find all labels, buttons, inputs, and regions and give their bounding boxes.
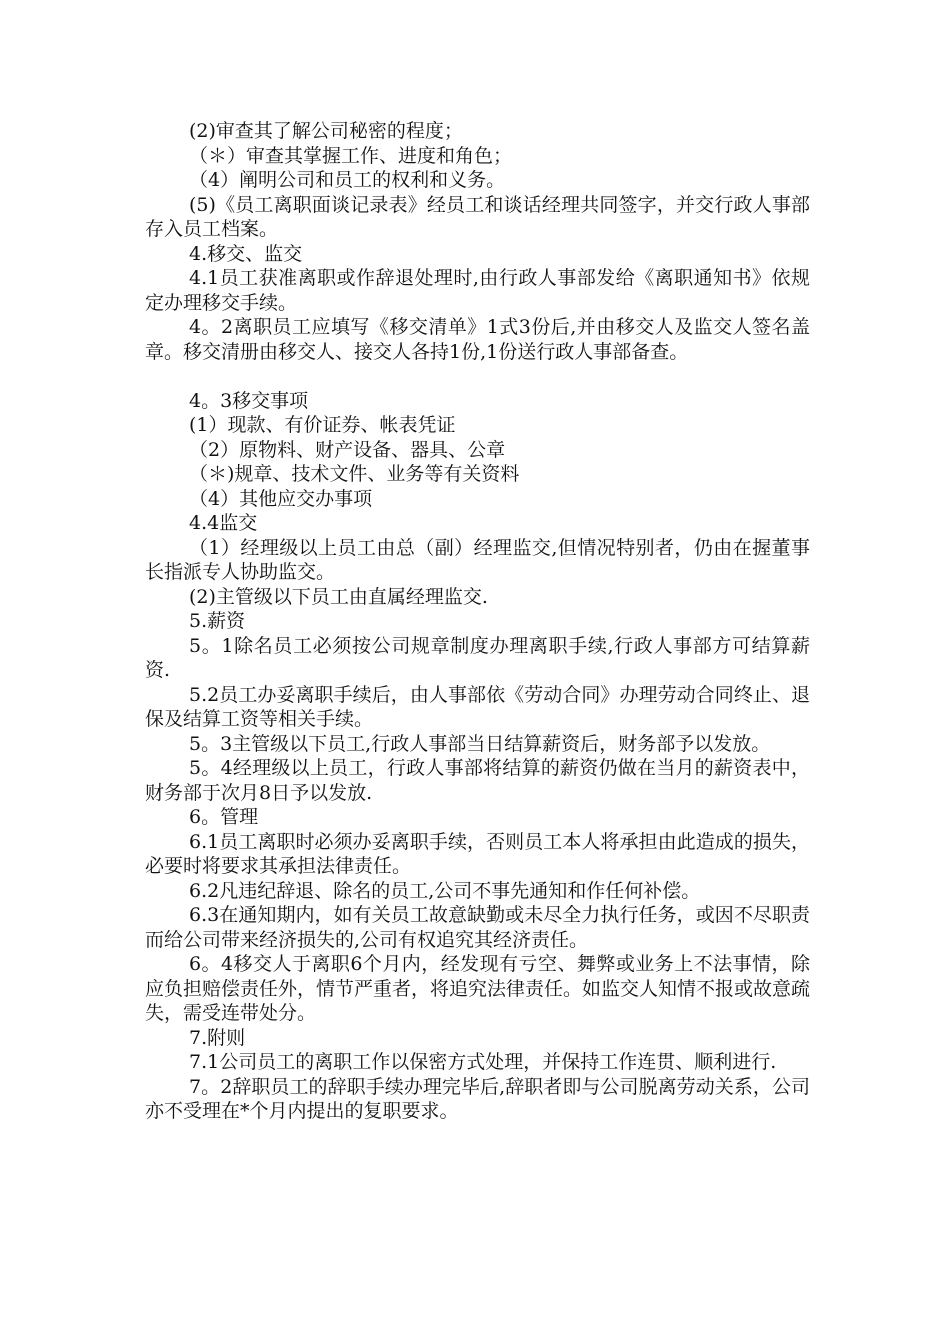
section-heading: 4.移交、监交 (189, 242, 303, 265)
blank-line (145, 364, 810, 389)
paragraph: (5)《员工离职面谈记录表》经员工和谈话经理共同签字，并交行政人事部存入员工档案。 (145, 193, 810, 240)
paragraph: 6.2凡违纪辞退、除名的员工,公司不事先通知和作任何补偿。 (189, 879, 701, 902)
paragraph: 7.1公司员工的离职工作以保密方式处理，并保持工作连贯、顺利进行. (189, 1051, 777, 1073)
paragraph: 6.1员工离职时必须办妥离职手续，否则员工本人将承担由此造成的损失，必要时将要求其承担法律责任。 (145, 830, 810, 877)
section-heading: 5.薪资 (189, 610, 246, 632)
paragraph: 7。2辞职员工的辞职手续办理完毕后,辞职者即与公司脱离劳动关系，公司亦不受理在*个月内提出的复职要求。 (145, 1075, 810, 1122)
subsection-heading: 4。3移交事项 (189, 389, 309, 412)
list-item: （4）其他应交办事项 (189, 487, 373, 510)
paragraph: (2)主管级以下员工由直属经理监交. (189, 585, 488, 608)
paragraph: 4.1员工获准离职或作辞退处理时,由行政人事部发给《离职通知书》依规定办理移交手续。 (145, 267, 810, 314)
paragraph: 5。3主管级以下员工,行政人事部当日结算薪资后，财务部予以发放。 (189, 732, 771, 755)
paragraph: （＊）审查其掌握工作、进度和角色； (189, 144, 513, 167)
subsection-heading: 4.4监交 (189, 512, 258, 534)
paragraph: 5。4经理级以上员工，行政人事部将结算的薪资仍做在当月的薪资表中，财务部于次月8日予以发放. (145, 757, 810, 804)
paragraph: 6。4移交人于离职6个月内，经发现有亏空、舞弊或业务上不法事情，除应负担赔偿责任外，情节严重者，将追究法律责任。如监交人知情不报或故意疏失，需受连带处分。 (145, 953, 811, 1024)
list-item: (1）现款、有价证券、帐表凭证 (189, 414, 456, 436)
paragraph: 5。1除名员工必须按公司规章制度办理离职手续,行政人事部方可结算薪资. (145, 634, 810, 681)
paragraph: （1）经理级以上员工由总（副）经理监交,但情况特别者，仍由在握董事长指派专人协助监交。 (145, 536, 810, 583)
document-body (145, 119, 810, 1124)
paragraph: （4）阐明公司和员工的权利和义务。 (189, 169, 506, 191)
paragraph: 4。2离职员工应填写《移交清单》1式3份后,并由移交人及监交人签名盖章。移交清册由移交人、接交人各持1份,1份送行政人事部备查。 (145, 316, 810, 363)
paragraph: 5.2员工办妥离职手续后，由人事部依《劳动合同》办理劳动合同终止、退保及结算工资等相关手续。 (145, 683, 810, 730)
section-heading: 6。管理 (189, 806, 259, 828)
list-item: （＊)规章、技术文件、业务等有关资料 (189, 463, 520, 485)
paragraph: 6.3在通知期内，如有关员工故意缺勤或未尽全力执行任务，或因不尽职责而给公司带来经济损失的,公司有权追究其经济责任。 (145, 904, 810, 951)
section-heading: 7.附则 (189, 1026, 246, 1049)
paragraph: (2)审查其了解公司秘密的程度； (189, 120, 463, 142)
list-item: （2）原物料、财产设备、器具、公章 (189, 438, 506, 461)
